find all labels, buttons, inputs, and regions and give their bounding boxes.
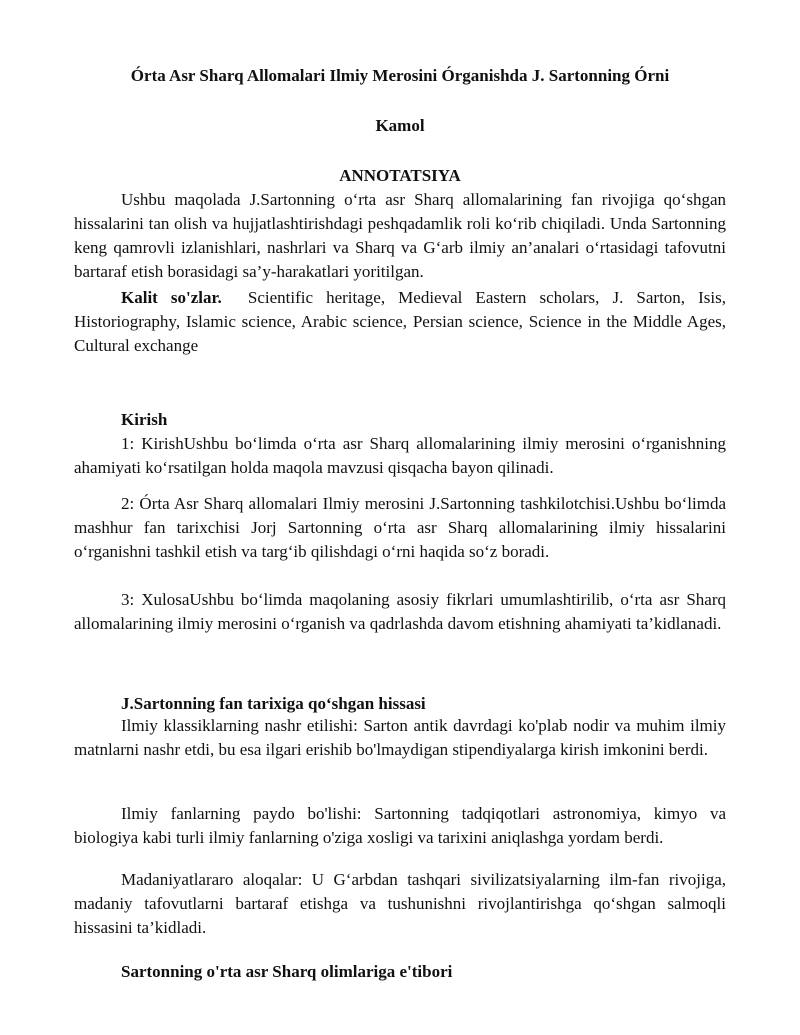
intro-item-3: 3: XulosaUshbu bo‘limda maqolaning asosiy fikrlari umumlashtirilib, o‘rta asr Sharq allomalarining ilmiy merosini o‘rganish va qadrlashda davom etishning ahamiyati ta’kidlanadi.	[74, 590, 726, 633]
contribution-paragraph-2: Ilmiy fanlarning paydo bo'lishi: Sartonning tadqiqotlari astronomiya, kimyo va biologiya kabi turli ilmiy fanlarning o'ziga xosligi va tarixini aniqlashga yordam berdi.	[74, 804, 726, 847]
keywords-paragraph	[74, 286, 726, 358]
document-title: Órta Asr Sharq Allomalari Ilmiy Merosini Órganishda J. Sartonning Órni	[130, 66, 670, 85]
keywords-label: Kalit so'zlar.	[121, 288, 222, 307]
section-heading-eastern-scholars: Sartonning o'rta asr Sharq olimlariga e'tibori	[121, 962, 453, 981]
section-heading-contribution: J.Sartonning fan tarixiga qo‘shgan hissasi	[121, 694, 426, 713]
author-name: Kamol	[375, 116, 425, 135]
intro-item-2: 2: Órta Asr Sharq allomalari Ilmiy merosini J.Sartonning tashkilotchisi.Ushbu bo‘limda mashhur fan tarixchisi Jorj Sartonning o‘rta asr Sharq allomalarining ilmiy hissalarini o‘rganishni tashkil etish va targ‘ib qilishdagi o‘rni haqida so‘z boradi.	[74, 494, 726, 561]
annotation-paragraph: Ushbu maqolada J.Sartonning o‘rta asr Sharq allomalarining fan rivojiga qo‘shgan hissalarini tan olish va hujjatlashtirishdagi peshqadamlik roli ko‘rib chiqiladi. Unda Sartonning keng qamrovli izlanishlari, nashrlari va Sharq va G‘arb ilmiy an’analari o‘rtasidagi tafovutni bartaraf etish borasidagi sa’y-harakatlari yoritilgan.	[74, 190, 726, 281]
keywords-text: Scientific heritage, Medieval Eastern scholars, J. Sarton, Isis, Historiography, Islamic science, Arabic science, Persian science, Science in the Middle Ages, Cultural exchange	[74, 288, 726, 355]
intro-heading: Kirish	[121, 410, 168, 429]
contribution-paragraph-1: Ilmiy klassiklarning nashr etilishi: Sarton antik davrdagi ko'plab nodir va muhim ilmiy matnlarni nashr etdi, bu esa ilgari erishib bo'lmaydigan stipendiyalarga kirish imkonini berdi.	[74, 716, 726, 759]
contribution-paragraph-3: Madaniyatlararo aloqalar: U G‘arbdan tashqari sivilizatsiyalarning ilm-fan rivojiga, madaniy tafovutlarni bartaraf etishga va tushunishni rivojlantirishga qo‘shgan salmoqli hissasini ta’kidladi.	[74, 870, 726, 937]
annotation-heading: ANNOTATSIYA	[339, 166, 461, 185]
intro-item-1: 1: KirishUshbu bo‘limda o‘rta asr Sharq allomalarining ilmiy merosini o‘rganishning ahamiyati ko‘rsatilgan holda maqola mavzusi qisqacha bayon qilinadi.	[74, 434, 726, 477]
